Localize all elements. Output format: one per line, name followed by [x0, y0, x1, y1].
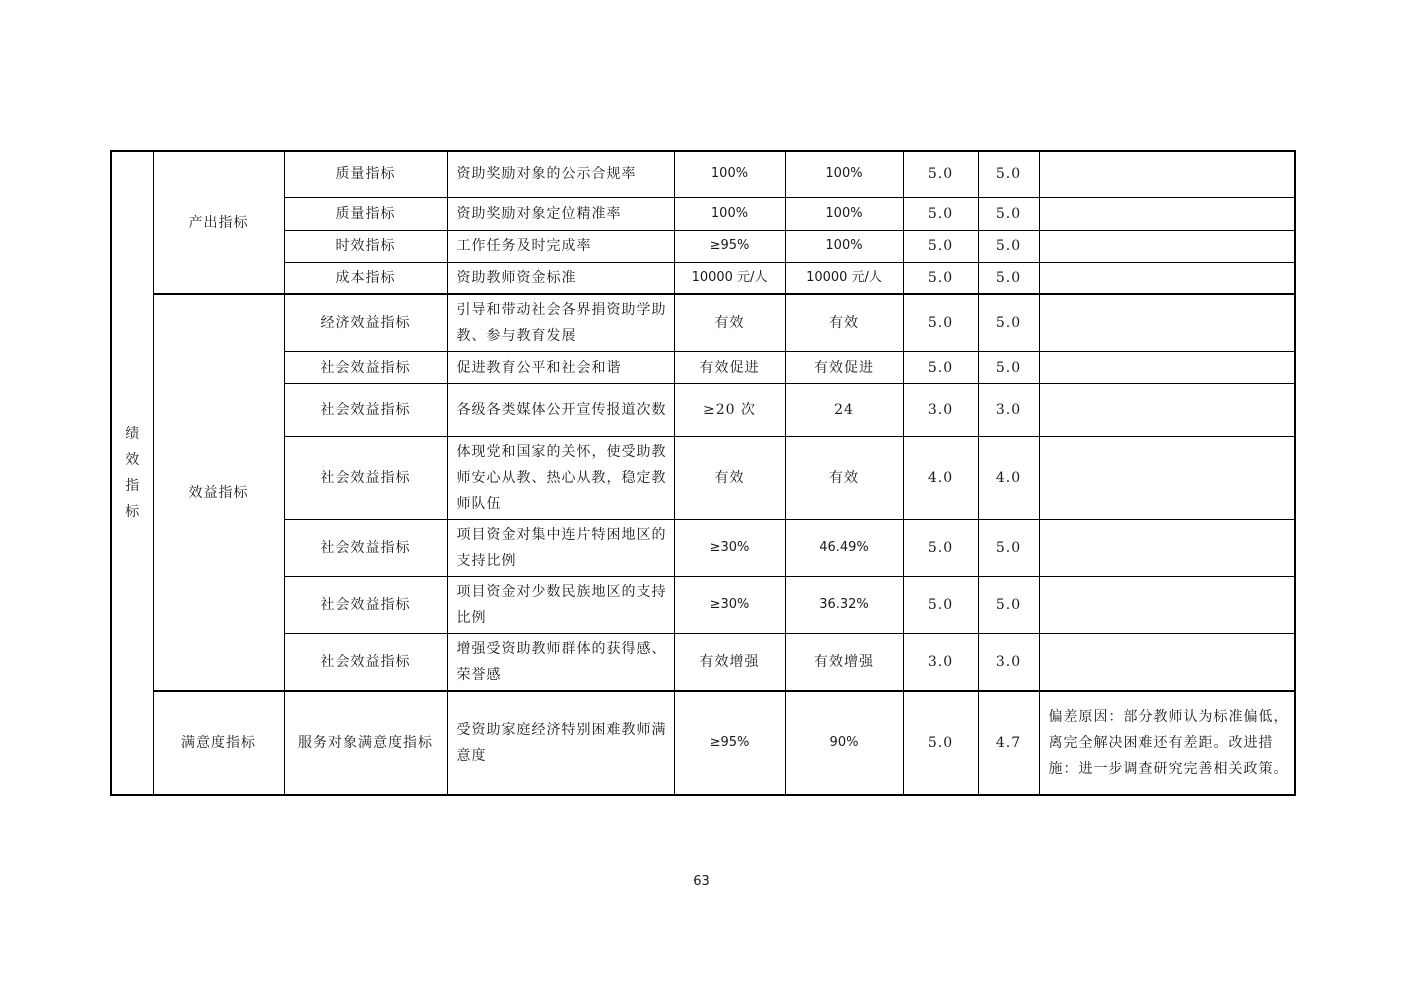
- level3-cell: 社会效益指标: [284, 634, 447, 692]
- target-cell: ≥20 次: [674, 384, 785, 437]
- level3-cell: 质量指标: [284, 197, 447, 230]
- weight-cell: 5.0: [903, 230, 978, 262]
- level3-cell: 时效指标: [284, 230, 447, 262]
- weight-cell: 5.0: [903, 577, 978, 634]
- level1-cell: 绩效指标: [111, 151, 153, 795]
- score-cell: 5.0: [978, 577, 1039, 634]
- weight-cell: 5.0: [903, 352, 978, 384]
- actual-cell: 46.49%: [785, 520, 903, 577]
- level3-cell: 服务对象满意度指标: [284, 691, 447, 795]
- score-cell: 5.0: [978, 520, 1039, 577]
- target-cell: ≥30%: [674, 520, 785, 577]
- weight-cell: 5.0: [903, 197, 978, 230]
- note-cell: 偏差原因：部分教师认为标准偏低，离完全解决困难还有差距。改进措施：进一步调查研究完善相关政策。: [1039, 691, 1295, 795]
- table-row: [111, 230, 1295, 262]
- score-cell: 3.0: [978, 384, 1039, 437]
- indicator-cell: 引导和带动社会各界捐资助学助教、参与教育发展: [447, 294, 674, 352]
- indicator-cell: 体现党和国家的关怀，使受助教师安心从教、热心从教，稳定教师队伍: [447, 437, 674, 520]
- level3-cell: 社会效益指标: [284, 520, 447, 577]
- table-row: [111, 352, 1295, 384]
- actual-cell: 36.32%: [785, 577, 903, 634]
- note-cell: [1039, 577, 1295, 634]
- level2-cell: 满意度指标: [153, 691, 284, 795]
- indicator-cell: 促进教育公平和社会和谐: [447, 352, 674, 384]
- indicator-cell: 工作任务及时完成率: [447, 230, 674, 262]
- indicator-cell: 项目资金对少数民族地区的支持比例: [447, 577, 674, 634]
- actual-cell: 10000 元/人: [785, 262, 903, 294]
- level3-cell: 社会效益指标: [284, 352, 447, 384]
- note-cell: [1039, 151, 1295, 197]
- actual-cell: 100%: [785, 151, 903, 197]
- score-cell: 5.0: [978, 262, 1039, 294]
- target-cell: ≥95%: [674, 691, 785, 795]
- table-row: [111, 151, 1295, 197]
- target-cell: 有效: [674, 294, 785, 352]
- note-cell: [1039, 520, 1295, 577]
- score-cell: 5.0: [978, 197, 1039, 230]
- actual-cell: 有效: [785, 294, 903, 352]
- level3-cell: 社会效益指标: [284, 437, 447, 520]
- actual-cell: 100%: [785, 197, 903, 230]
- table-row: [111, 437, 1295, 520]
- level3-cell: 社会效益指标: [284, 577, 447, 634]
- note-cell: [1039, 262, 1295, 294]
- actual-cell: 24: [785, 384, 903, 437]
- target-cell: ≥95%: [674, 230, 785, 262]
- table-row: [111, 262, 1295, 294]
- actual-cell: 100%: [785, 230, 903, 262]
- note-cell: [1039, 634, 1295, 692]
- target-cell: 100%: [674, 197, 785, 230]
- note-cell: [1039, 294, 1295, 352]
- indicator-cell: 增强受资助教师群体的获得感、荣誉感: [447, 634, 674, 692]
- weight-cell: 5.0: [903, 262, 978, 294]
- weight-cell: 4.0: [903, 437, 978, 520]
- page-number: 63: [693, 874, 710, 889]
- note-cell: [1039, 384, 1295, 437]
- weight-cell: 5.0: [903, 151, 978, 197]
- actual-cell: 90%: [785, 691, 903, 795]
- target-cell: 100%: [674, 151, 785, 197]
- weight-cell: 3.0: [903, 634, 978, 692]
- score-cell: 3.0: [978, 634, 1039, 692]
- table-row: [111, 520, 1295, 577]
- level2-cell: 产出指标: [153, 151, 284, 294]
- score-cell: 5.0: [978, 294, 1039, 352]
- level3-cell: 社会效益指标: [284, 384, 447, 437]
- note-cell: [1039, 197, 1295, 230]
- target-cell: 有效: [674, 437, 785, 520]
- actual-cell: 有效增强: [785, 634, 903, 692]
- target-cell: 有效增强: [674, 634, 785, 692]
- score-cell: 4.7: [978, 691, 1039, 795]
- table-row: [111, 294, 1295, 352]
- weight-cell: 5.0: [903, 691, 978, 795]
- note-cell: [1039, 230, 1295, 262]
- target-cell: 10000 元/人: [674, 262, 785, 294]
- score-cell: 5.0: [978, 352, 1039, 384]
- target-cell: 有效促进: [674, 352, 785, 384]
- table-row: [111, 634, 1295, 692]
- score-cell: 4.0: [978, 437, 1039, 520]
- table-row: [111, 384, 1295, 437]
- note-cell: [1039, 437, 1295, 520]
- indicator-cell: 资助奖励对象定位精准率: [447, 197, 674, 230]
- actual-cell: 有效: [785, 437, 903, 520]
- score-cell: 5.0: [978, 230, 1039, 262]
- indicator-cell: 项目资金对集中连片特困地区的支持比例: [447, 520, 674, 577]
- actual-cell: 有效促进: [785, 352, 903, 384]
- performance-indicator-table: [110, 150, 1296, 796]
- weight-cell: 5.0: [903, 294, 978, 352]
- target-cell: ≥30%: [674, 577, 785, 634]
- indicator-cell: 受资助家庭经济特别困难教师满意度: [447, 691, 674, 795]
- level2-cell: 效益指标: [153, 294, 284, 691]
- indicator-cell: 资助奖励对象的公示合规率: [447, 151, 674, 197]
- level3-cell: 成本指标: [284, 262, 447, 294]
- weight-cell: 5.0: [903, 520, 978, 577]
- indicator-cell: 各级各类媒体公开宣传报道次数: [447, 384, 674, 437]
- level3-cell: 经济效益指标: [284, 294, 447, 352]
- note-cell: [1039, 352, 1295, 384]
- weight-cell: 3.0: [903, 384, 978, 437]
- table-row: [111, 197, 1295, 230]
- level3-cell: 质量指标: [284, 151, 447, 197]
- table-row: [111, 577, 1295, 634]
- indicator-cell: 资助教师资金标准: [447, 262, 674, 294]
- table-row: [111, 691, 1295, 795]
- score-cell: 5.0: [978, 151, 1039, 197]
